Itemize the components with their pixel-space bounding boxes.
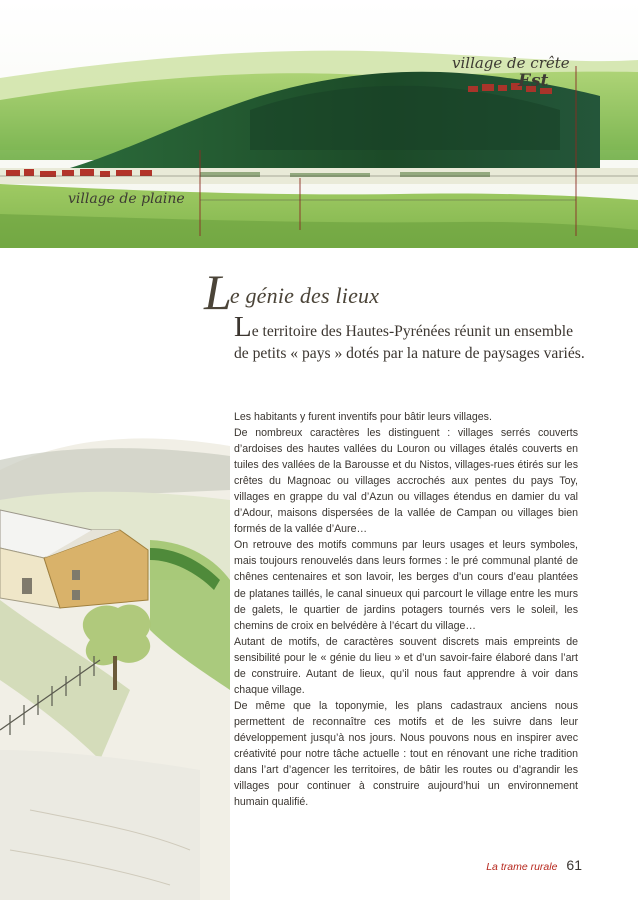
body-paragraph: De même que la toponymie, les plans cadastraux anciens nous permettent de reconnaître ces motifs et de les suivre dans leur développement jusqu’à nos jours. Nous pouvons nous en inspirer avec créativité pour notre tâche actuelle : tout en rénovant une riche tradition dans l’art d’agencer les territoires, de bâtir les routes ou d’agrandir les villages pour continuer à construire aujourd’hui un environnement humain qualifié. bbox=[234, 699, 578, 809]
body-paragraph: De nombreux caractères les distinguent : villages serrés couverts d’ardoises des hautes vallées du Louron ou villages étalés couverts en tuiles des vallées de la Barousse et du Nistos, villages-rues étirés sur les crêtes du Magnoac ou villages accrochés aux pentes du pays Toy, villages en grappe du val d’Azun ou villages étendus en damier du val d’Adour, maisons dispersées de la vallée de Campan ou villages bien formés de la vallée d’Aure… bbox=[234, 427, 578, 536]
body-text bbox=[234, 409, 578, 810]
footer-section-title: La trame rurale bbox=[486, 861, 558, 873]
farm-illustration bbox=[0, 430, 230, 900]
label-village-plain: village de plaine bbox=[68, 191, 185, 207]
landscape-illustration bbox=[0, 0, 638, 248]
page-title-initial: L bbox=[204, 264, 232, 320]
body-paragraph: Autant de motifs, de caractères souvent discrets mais empreints de sensibilité pour le « génie du lieu » et d’un savoir-faire élaboré dans l’art de construire. Autant de lieux, qu’il nous faut apprendre à voir dans chaque village. bbox=[234, 635, 578, 696]
page-footer bbox=[486, 857, 582, 873]
label-village-crest: village de crête bbox=[452, 54, 570, 72]
lede-paragraph bbox=[234, 311, 588, 365]
page-title bbox=[204, 266, 624, 318]
page-title-text: e génie des lieux bbox=[229, 283, 380, 308]
lede-text: e territoire des Hautes-Pyrénées réunit un ensemble de petits « pays » dotés par la nature de paysages variés. bbox=[234, 323, 585, 362]
body-paragraph: On retrouve des motifs communs par leurs usages et leurs symboles, mais toujours renouvelés dans leurs formes : le pré communal planté de chênes centenaires et son lavoir, les berges d’un cours d’eau plantées de platanes taillés, le canal sinueux qui parcourt le village entre les murs de galets, le quartier de jardins potagers tournés vers le soleil, les chemins de croix en belvédère à l’écart du village… bbox=[234, 539, 578, 632]
page-number: 61 bbox=[566, 857, 582, 873]
body-paragraph: Les habitants y furent inventifs pour bâtir leurs villages. bbox=[234, 411, 492, 423]
label-east: Est bbox=[518, 71, 549, 91]
lede-initial: L bbox=[234, 311, 252, 343]
